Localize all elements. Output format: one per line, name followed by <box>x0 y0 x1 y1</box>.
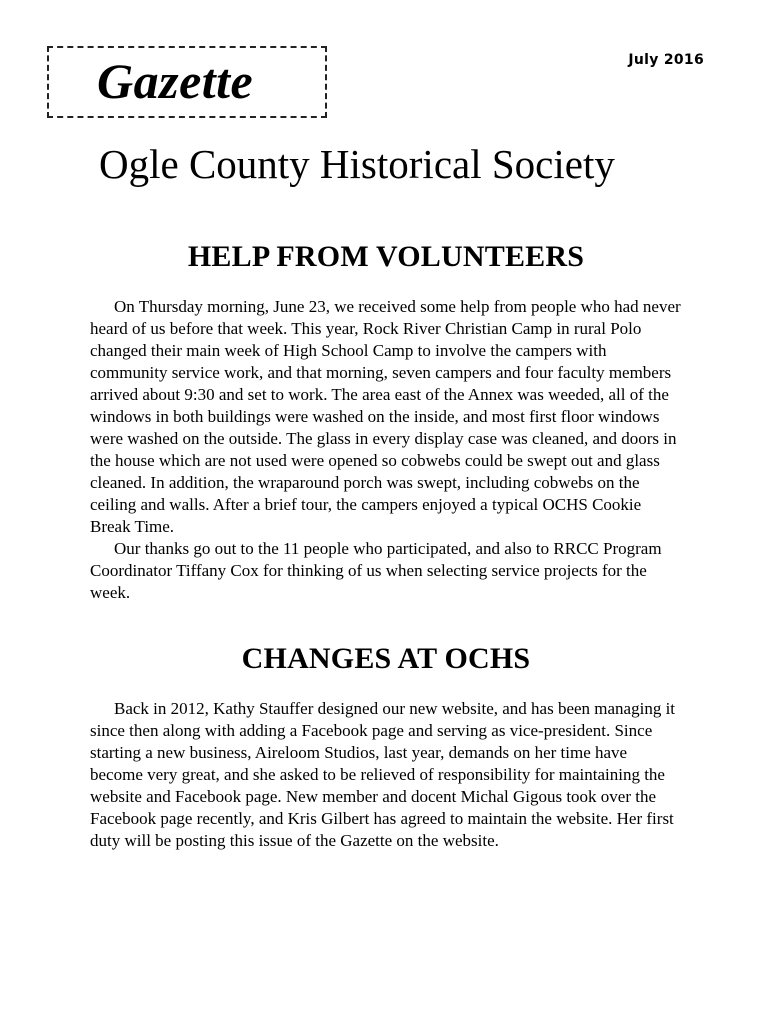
article-headline: HELP FROM VOLUNTEERS <box>187 240 585 273</box>
article-paragraph: Back in 2012, Kathy Stauffer designed our new website, and has been managing it since then along with adding a Facebook page and serving as vice-president. Since starting a new business, Aireloom Studios, last year, demands on her time have become very great, and she asked to be relieved of responsibility for maintaining the website and Facebook page. New member and docent Michal Gigous took over the Facebook page recently, and Kris Gilbert has agreed to maintain the website. Her first duty will be posting this issue of the Gazette on the website. <box>90 698 676 850</box>
article-headline: CHANGES AT OCHS <box>241 642 531 675</box>
masthead-title: Gazette <box>97 53 254 109</box>
article-help-from-volunteers <box>90 238 682 604</box>
article-paragraph: Our thanks go out to the 11 people who participated, and also to RRCC Program Coordinator Tiffany Cox for thinking of us when selecting service projects for the week. <box>90 538 662 602</box>
masthead-box <box>47 46 327 118</box>
article-changes-at-ochs <box>90 640 682 852</box>
organization-name: Ogle County Historical Society <box>99 141 615 187</box>
issue-date: July 2016 <box>628 52 704 68</box>
article-paragraph: On Thursday morning, June 23, we received some help from people who had never heard of us before that week. This year, Rock River Christian Camp in rural Polo changed their main week of High School Camp to involve the campers with community service work, and that morning, seven campers and four faculty members arrived about 9:30 and set to work. The area east of the Annex was weeded, all of the windows in both buildings were washed on the inside, and most first floor windows were washed on the outside. The glass in every display case was cleaned, and doors in the house which are not used were opened so cobwebs could be swept out and glass cleaned. In addition, the wraparound porch was swept, including cobwebs on the ceiling and walls. After a brief tour, the campers enjoyed a typical OCHS Cookie Break Time. <box>90 296 681 536</box>
